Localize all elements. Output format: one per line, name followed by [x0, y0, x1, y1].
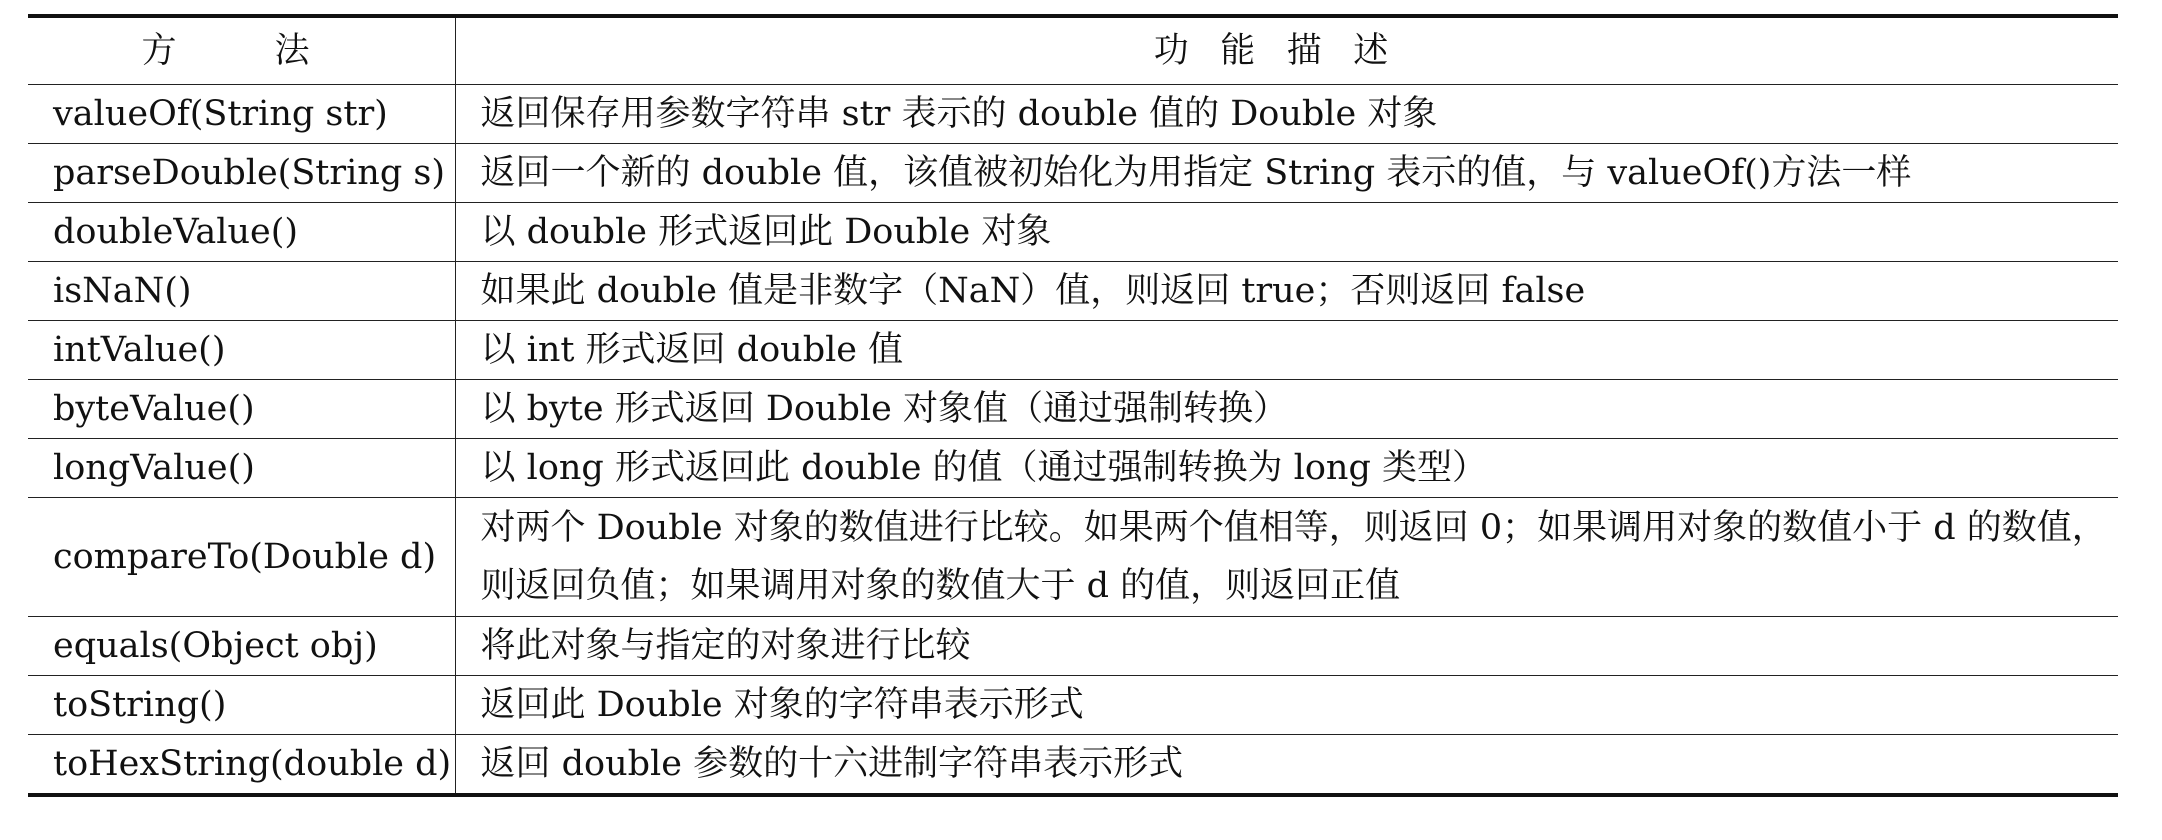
table-row [28, 498, 2118, 617]
description-cell: 以 double 形式返回此 Double 对象 [455, 203, 2118, 262]
description-cell: 将此对象与指定的对象进行比较 [455, 617, 2118, 676]
document-page [28, 14, 2118, 797]
description-cell: 返回保存用参数字符串 str 表示的 double 值的 Double 对象 [455, 85, 2118, 144]
description-cell: 返回此 Double 对象的字符串表示形式 [455, 676, 2118, 735]
description-cell: 对两个 Double 对象的数值进行比较。如果两个值相等，则返回 0；如果调用对象的数值小于 d 的数值，则返回负值；如果调用对象的数值大于 d 的值，则返回正值 [455, 498, 2118, 617]
method-cell: valueOf(String str) [28, 85, 455, 144]
table-row [28, 321, 2118, 380]
table-row [28, 676, 2118, 735]
table-row [28, 439, 2118, 498]
method-cell: intValue() [28, 321, 455, 380]
description-cell: 以 int 形式返回 double 值 [455, 321, 2118, 380]
double-methods-table [28, 14, 2118, 797]
header-description: 功能描述 [455, 16, 2118, 85]
method-cell: compareTo(Double d) [28, 498, 455, 617]
method-cell: toString() [28, 676, 455, 735]
description-cell: 以 long 形式返回此 double 的值（通过强制转换为 long 类型） [455, 439, 2118, 498]
description-cell: 如果此 double 值是非数字（NaN）值，则返回 true；否则返回 false [455, 262, 2118, 321]
table-row [28, 380, 2118, 439]
table-row [28, 262, 2118, 321]
header-method: 方 法 [28, 16, 455, 85]
method-cell: longValue() [28, 439, 455, 498]
method-cell: parseDouble(String s) [28, 144, 455, 203]
description-cell: 返回 double 参数的十六进制字符串表示形式 [455, 735, 2118, 796]
table-row [28, 735, 2118, 796]
method-cell: doubleValue() [28, 203, 455, 262]
method-cell: toHexString(double d) [28, 735, 455, 796]
description-cell: 以 byte 形式返回 Double 对象值（通过强制转换） [455, 380, 2118, 439]
method-cell: equals(Object obj) [28, 617, 455, 676]
table-row [28, 85, 2118, 144]
method-cell: byteValue() [28, 380, 455, 439]
table-row [28, 203, 2118, 262]
table-row [28, 144, 2118, 203]
method-cell: isNaN() [28, 262, 455, 321]
table-row [28, 617, 2118, 676]
table-header-row [28, 16, 2118, 85]
description-cell: 返回一个新的 double 值，该值被初始化为用指定 String 表示的值，与 valueOf()方法一样 [455, 144, 2118, 203]
